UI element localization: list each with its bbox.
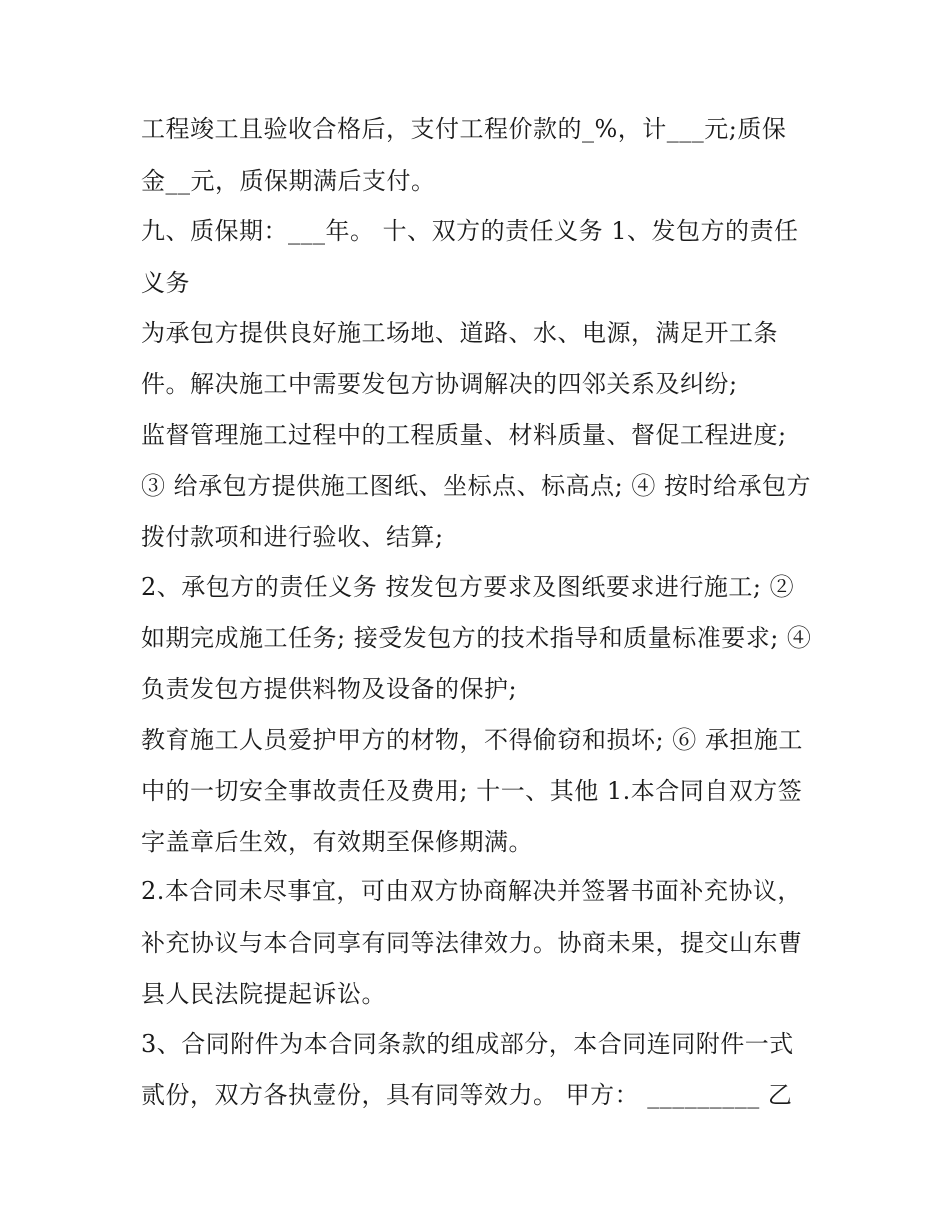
text-line: 中的一切安全事故责任及费用; 十一、其他 1.本合同自双方签 xyxy=(141,777,803,805)
text-line: 负责发包方提供料物及设备的保护; xyxy=(141,675,518,703)
text-line: 字盖章后生效，有效期至保修期满。 xyxy=(141,828,533,856)
text-line: 为承包方提供良好施工场地、道路、水、电源，满足开工条 xyxy=(141,319,778,347)
text-line: 补充协议与本合同享有同等法律效力。协商未果，提交山东曹 xyxy=(141,929,803,957)
text-line: 监督管理施工过程中的工程质量、材料质量、督促工程进度; xyxy=(141,421,787,449)
text-line: 2、承包方的责任义务 按发包方要求及图纸要求进行施工; ② xyxy=(141,573,795,601)
text-line: 如期完成施工任务; 接受发包方的技术指导和质量标准要求; ④ xyxy=(141,624,812,652)
text-line: ③ 给承包方提供施工图纸、坐标点、标高点; ④ 按时给承包方 xyxy=(141,472,811,500)
text-line: 2.本合同未尽事宜，可由双方协商解决并签署书面补充协议， xyxy=(141,877,802,905)
text-line: 拨付款项和进行验收、结算; xyxy=(141,523,444,551)
text-line: 3、合同附件为本合同条款的组成部分，本合同连同附件一式 xyxy=(141,1030,794,1058)
text-line: 金__元，质保期满后支付。 xyxy=(141,167,436,195)
text-line: 义务 xyxy=(141,269,190,297)
text-line: 九、质保期：___年。 十、双方的责任义务 1、发包方的责任 xyxy=(141,217,799,245)
text-line: 工程竣工且验收合格后，支付工程价款的_%，计___元;质保 xyxy=(141,115,787,143)
text-line: 县人民法院提起诉讼。 xyxy=(141,980,386,1008)
text-line: 贰份，双方各执壹份，具有同等效力。 甲方： _________ 乙 xyxy=(141,1081,793,1109)
text-line: 件。解决施工中需要发包方协调解决的四邻关系及纠纷; xyxy=(141,370,738,398)
text-line: 教育施工人员爱护甲方的材物，不得偷窃和损坏; ⑥ 承担施工 xyxy=(141,726,803,754)
